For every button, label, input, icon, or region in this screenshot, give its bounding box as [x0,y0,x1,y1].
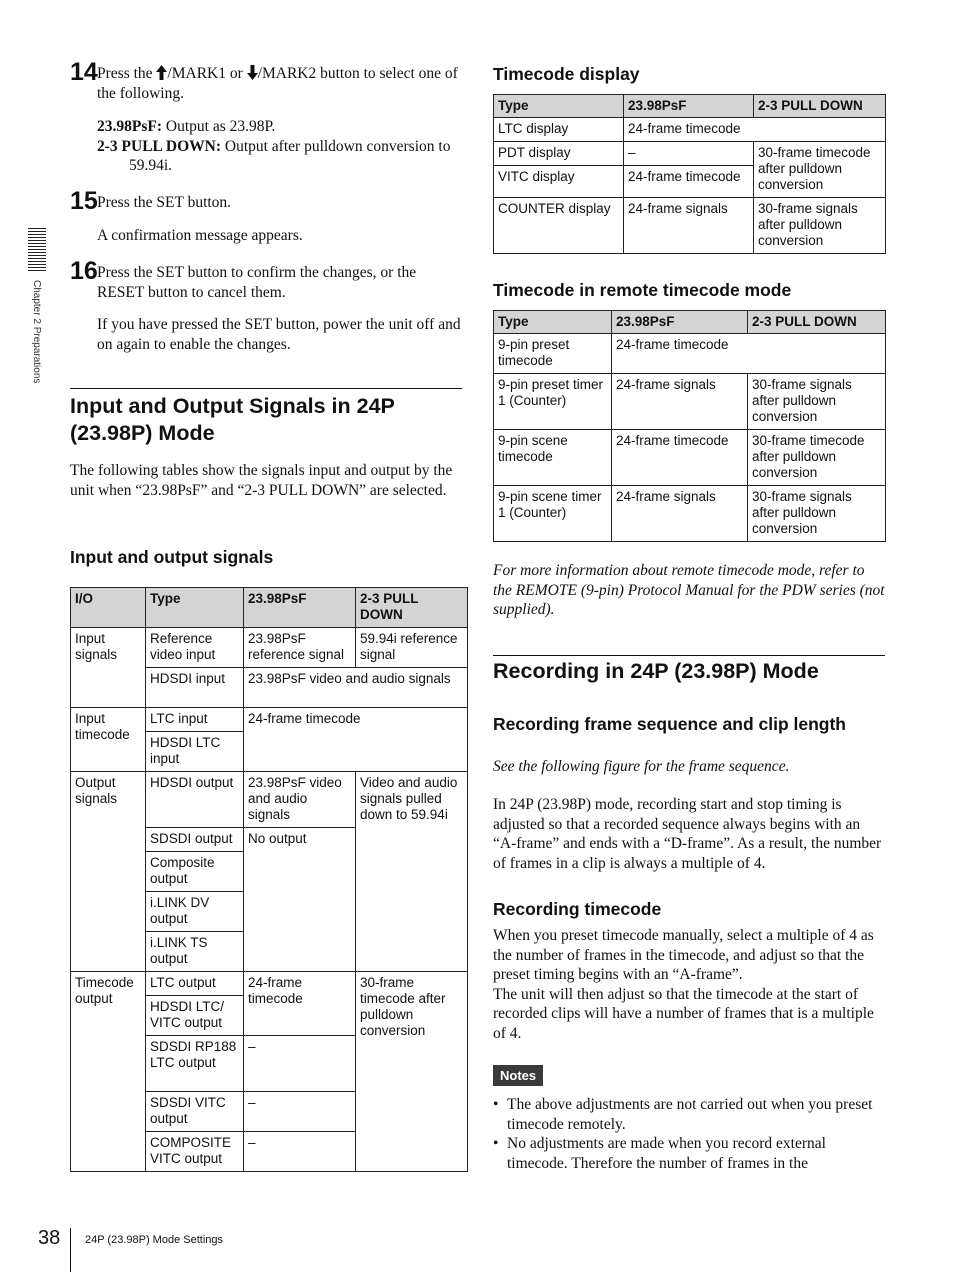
notes-badge: Notes [493,1065,543,1086]
table-row [71,972,468,996]
table-header-cell: 23.98PsF [612,311,748,334]
step-14-text-pre: Press the [97,65,157,82]
option-term: 23.98PsF: [97,118,163,135]
step-15-note: A confirmation message appears. [97,227,303,244]
table-cell: Input timecode [71,708,146,772]
table-header-row [71,588,468,628]
footer-divider [70,1228,71,1272]
table-cell: 9-pin scene timecode [494,430,612,486]
table-cell: 24-frame timecode [624,118,886,142]
list-item-text: The above adjustments are not carried out when you preset timecode remotely. [507,1096,873,1133]
option-desc: Output as 23.98P. [162,118,276,135]
recording-timecode-body [493,926,885,1043]
table-cell: 24-frame timecode [624,166,754,198]
recording-sequence-body: In 24P (23.98P) mode, recording start and stop timing is adjusted so that a recorded sequence always begins with an “A-frame” and ends with a “D-frame”. As a result, the number of frames in a clip is always a multiple of 4. [493,796,882,872]
table-row [494,374,886,430]
table-header-cell: 23.98PsF [624,95,754,118]
section-divider [70,388,462,389]
table-cell: SDSDI RP188 LTC output [146,1036,244,1092]
table-header-cell: 2-3 PULL DOWN [748,311,886,334]
remote-timecode-note: For more information about remote timecode mode, refer to the REMOTE (9-pin) Protocol Manual for the PDW series (not supplied). [493,562,885,618]
table-cell: 30-frame signals after pulldown conversion [748,486,886,542]
section-title-recording: Recording in 24P (23.98P) Mode [493,659,819,683]
chapter-thumb-tab [28,228,46,272]
table-cell: 24-frame signals [624,198,754,254]
table-cell: Video and audio signals pulled down to 59.94i [356,772,468,972]
table-cell: Reference video input [146,628,244,668]
table-cell: LTC output [146,972,244,996]
recording-timecode-para-1: When you preset timecode manually, select a multiple of 4 as the number of frames in the timecode, and adjust so that the preset timing begins with an “A-frame”. [493,927,874,983]
list-item [493,1134,885,1173]
subsection-title-io: Input and output signals [70,547,274,567]
table-cell: 24-frame signals [612,374,748,430]
table-cell: – [244,1132,356,1172]
section-intro: The following tables show the signals input and output by the unit when “23.98PsF” and “2-3 PULL DOWN” are selected. [70,462,453,499]
table-row [71,628,468,668]
table-cell: 24-frame timecode [244,972,356,1036]
table-cell: i.LINK DV output [146,892,244,932]
table-cell: 30-frame timecode after pulldown conversion [748,430,886,486]
table-cell: HDSDI input [146,668,244,708]
notes-list [493,1095,885,1173]
step-number-15: 15 [70,187,98,215]
recording-timecode-para-2: The unit will then adjust so that the timecode at the start of recorded clips will have a number of frames that is a multiple of 4. [493,985,874,1042]
table-header-row [494,311,886,334]
table-cell: 9-pin scene timer 1 (Counter) [494,486,612,542]
page-number: 38 [38,1227,61,1249]
table-row [494,334,886,374]
table-cell: No output [244,828,356,972]
table-cell: COMPOSITE VITC output [146,1132,244,1172]
table-row [494,198,886,254]
step-14-options [97,117,462,176]
table-cell: – [244,1036,356,1092]
table-row [494,486,886,542]
table-header-cell: Type [494,95,624,118]
step-14-text [97,64,462,103]
table-row [494,142,886,166]
table-cell: COUNTER display [494,198,624,254]
table-row [494,118,886,142]
table-cell: i.LINK TS output [146,932,244,972]
section-divider [493,655,885,656]
timecode-display-table [493,94,886,254]
table-row [494,430,886,486]
table-cell: 23.98PsF reference signal [244,628,356,668]
table-header-cell: 23.98PsF [244,588,356,628]
table-header-cell: Type [494,311,612,334]
up-arrow-icon [156,65,167,80]
table-cell: 24-frame timecode [612,430,748,486]
recording-timecode-title: Recording timecode [493,899,662,919]
table-cell: 9-pin preset timecode [494,334,612,374]
table-cell: – [244,1092,356,1132]
table-cell: LTC display [494,118,624,142]
step-number-14: 14 [70,58,98,86]
table-cell: 23.98PsF video and audio signals [244,668,468,708]
table-cell: – [624,142,754,166]
remote-timecode-title: Timecode in remote timecode mode [493,280,792,300]
list-item [493,1095,885,1134]
table-cell: HDSDI LTC input [146,732,244,772]
table-header-cell: 2-3 PULL DOWN [754,95,886,118]
step-16-note: If you have pressed the SET button, power the unit off and on again to enable the changes. [97,316,461,353]
option-term: 2-3 PULL DOWN: [97,137,221,155]
section-title-io: Input and Output Signals in 24P (23.98P) Mode [70,394,395,445]
recording-sequence-title: Recording frame sequence and clip length [493,714,846,734]
remote-timecode-table [493,310,886,542]
table-cell: Timecode output [71,972,146,1172]
table-header-cell: I/O [71,588,146,628]
down-arrow-icon [247,65,258,80]
table-cell: SDSDI output [146,828,244,852]
bullet-icon: • [493,1135,499,1152]
table-cell: VITC display [494,166,624,198]
option-2-3-pull-down [97,137,462,176]
io-signals-table [70,587,468,1172]
table-cell: 30-frame signals after pulldown conversion [754,198,886,254]
table-cell: 24-frame signals [612,486,748,542]
table-header-cell: 2-3 PULL DOWN [356,588,468,628]
table-header-row [494,95,886,118]
table-cell: 30-frame timecode after pulldown conversion [356,972,468,1172]
step-15-text: Press the SET button. [97,194,232,211]
step-16-text: Press the SET button to confirm the changes, or the RESET button to cancel them. [97,264,417,301]
table-cell: Output signals [71,772,146,972]
footer-section: 24P (23.98P) Mode Settings [85,1234,223,1246]
table-row [71,708,468,732]
table-cell: 23.98PsF video and audio signals [244,772,356,828]
table-cell: 9-pin preset timer 1 (Counter) [494,374,612,430]
table-cell: Composite output [146,852,244,892]
step-14-text-post: /MARK2 button to select one of the following. [97,65,458,102]
list-item-text: No adjustments are made when you record external timecode. Therefore the number of frames in the [507,1135,826,1172]
table-cell: 30-frame signals after pulldown conversion [748,374,886,430]
option-desc: Output after pulldown conversion to 59.94i. [129,137,451,174]
chapter-side-label [28,280,46,410]
table-cell: 59.94i reference signal [356,628,468,668]
table-cell: HDSDI output [146,772,244,828]
table-cell: LTC input [146,708,244,732]
table-cell: Input signals [71,628,146,708]
recording-sequence-note: See the following figure for the frame sequence. [493,758,790,775]
step-14-text-mid: /MARK1 or [167,65,247,82]
table-cell: HDSDI LTC/ VITC output [146,996,244,1036]
table-cell: 24-frame timecode [244,708,468,772]
table-row [71,772,468,828]
table-cell: SDSDI VITC output [146,1092,244,1132]
table-cell: 30-frame timecode after pulldown conversion [754,142,886,198]
option-23-98psf [97,117,462,137]
table-cell: 24-frame timecode [612,334,886,374]
table-cell: PDT display [494,142,624,166]
step-number-16: 16 [70,257,98,285]
chapter-label-text: Chapter 2 Preparations [31,280,42,384]
timecode-display-title: Timecode display [493,64,640,84]
table-header-cell: Type [146,588,244,628]
bullet-icon: • [493,1096,499,1113]
